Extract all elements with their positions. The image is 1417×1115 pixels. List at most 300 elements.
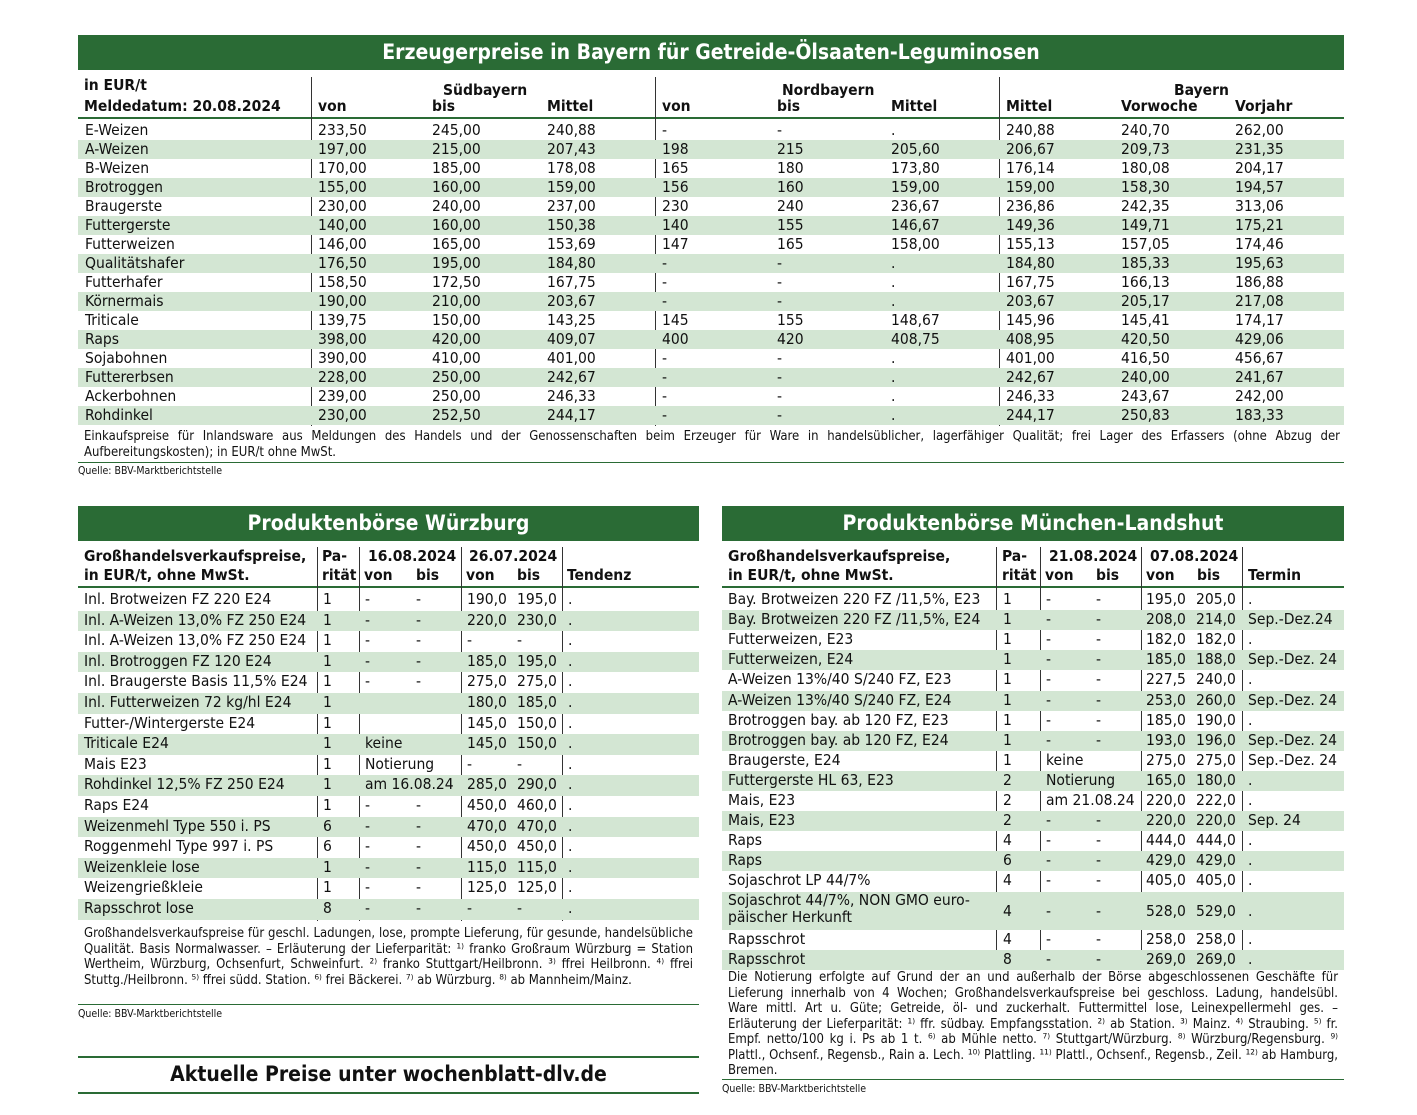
product-name: Braugerste	[85, 197, 163, 215]
paritaet-head: Pa-	[322, 547, 347, 565]
previous-von: 182,0	[1146, 630, 1186, 649]
col-bis: bis	[777, 97, 801, 115]
bayern-mittel: 184,80	[1006, 254, 1055, 272]
sued-mittel: 153,69	[547, 235, 596, 253]
table-row	[78, 796, 699, 817]
table-row	[722, 771, 1344, 791]
product-name: Inl. A-Weizen 13,0% FZ 250 E24	[84, 631, 307, 650]
product-name: Sojabohnen	[85, 349, 168, 367]
nord-mittel: .	[891, 254, 896, 272]
sued-mittel: 203,67	[547, 292, 596, 310]
table-row	[78, 330, 1344, 349]
previous-von: 208,0	[1146, 610, 1186, 629]
previous-bis: 188,0	[1196, 650, 1236, 669]
tendenz: .	[568, 693, 573, 711]
sued-bis: 215,00	[432, 140, 481, 158]
current-bis: -	[1096, 901, 1102, 920]
nord-bis: -	[777, 292, 783, 310]
col-von: von	[318, 97, 347, 115]
date-current: 16.08.2024	[368, 547, 457, 565]
col-bis: bis	[1197, 566, 1221, 584]
current-bis: -	[1096, 630, 1102, 649]
product-name: Futtererbsen	[85, 368, 174, 386]
footnote-rule	[78, 462, 1344, 463]
product-name: Brotroggen bay. ab 120 FZ, E24	[728, 730, 949, 749]
bayern-source: Quelle: BBV-Marktberichtstelle	[78, 465, 223, 477]
table-row	[78, 817, 699, 838]
table-row	[78, 611, 699, 632]
muenchen-title-banner: Produktenbörse München-Landshut	[722, 506, 1344, 541]
previous-von: 193,0	[1146, 730, 1186, 749]
previous-bis: 195,0	[517, 590, 557, 608]
sued-mittel: 159,00	[547, 178, 596, 196]
bayern-vorjahr: 186,88	[1235, 273, 1284, 291]
current-von: -	[365, 796, 371, 814]
col-vorwoche: Vorwoche	[1121, 97, 1198, 115]
previous-bis: 529,0	[1196, 901, 1236, 920]
nord-von: -	[662, 349, 668, 367]
tendenz: .	[568, 631, 573, 650]
current-von: -	[365, 631, 371, 650]
current-bis: -	[416, 857, 422, 876]
tendenz: .	[568, 878, 573, 897]
bayern-mittel: 246,33	[1006, 387, 1055, 405]
paritaet: 1	[1003, 670, 1012, 689]
sued-mittel: 178,08	[547, 159, 596, 177]
current-bis: -	[1096, 871, 1102, 890]
nord-von: 165	[662, 159, 689, 177]
sued-von: 230,00	[318, 197, 367, 215]
product-name: Mais E23	[84, 754, 147, 773]
table-row	[78, 349, 1344, 368]
current-von: -	[1046, 811, 1052, 830]
paritaet: 1	[1003, 630, 1012, 649]
nord-mittel: 146,67	[891, 216, 940, 234]
table-row	[78, 775, 699, 796]
current-von: am 16.08.24	[365, 775, 454, 794]
bayern-footnote: Einkaufspreise für Inlandsware aus Meldungen des Handels und der Genossenschaften beim Erzeuger für Ware in handelsüblicher, lagerfähiger Qualität; frei Lager des Erfassers (ohne Abzug der Aufbereitungskosten); in EUR/t ohne MwSt.	[84, 429, 1340, 460]
bayern-mittel: 176,14	[1006, 159, 1055, 177]
bayern-vorjahr: 204,17	[1235, 159, 1284, 177]
sued-bis: 250,00	[432, 387, 481, 405]
table-row	[78, 178, 1344, 197]
product-name: Körnermais	[85, 292, 164, 310]
paritaet-head: rität	[1002, 566, 1037, 584]
nord-von: -	[662, 121, 668, 139]
table-row	[722, 650, 1344, 670]
sued-mittel: 237,00	[547, 197, 596, 215]
nord-mittel: .	[891, 273, 896, 291]
tendenz: .	[568, 713, 573, 732]
table-row	[722, 851, 1344, 871]
nord-bis: -	[777, 368, 783, 386]
nord-von: 147	[662, 235, 689, 253]
termin: .	[1248, 929, 1253, 948]
current-bis: -	[1096, 710, 1102, 729]
previous-bis: 182,0	[1196, 630, 1236, 649]
termin: .	[1248, 851, 1253, 870]
paritaet: 1	[323, 672, 332, 691]
bayern-vorjahr: 175,21	[1235, 216, 1284, 234]
paritaet: 4	[1003, 901, 1012, 920]
bayern-mittel: 242,67	[1006, 368, 1055, 386]
sued-von: 146,00	[318, 235, 367, 253]
previous-von: 195,0	[1146, 590, 1186, 608]
bayern-vorjahr: 231,35	[1235, 140, 1284, 158]
sued-bis: 172,50	[432, 273, 481, 291]
table-row	[78, 159, 1344, 178]
previous-bis: 290,0	[517, 775, 557, 794]
footnote-rule	[722, 1079, 1344, 1080]
table-row	[78, 368, 1344, 387]
product-name: Futterweizen, E23	[728, 630, 854, 649]
bayern-vorjahr: 429,06	[1235, 330, 1284, 348]
bayern-vorwoche: 240,00	[1121, 368, 1170, 386]
previous-bis: 205,0	[1196, 590, 1236, 608]
sued-bis: 420,00	[432, 330, 481, 348]
product-name: A-Weizen 13%/40 S/240 FZ, E23	[728, 670, 952, 689]
previous-bis: 150,0	[517, 713, 557, 732]
paritaet: 6	[323, 837, 332, 856]
tendenz: .	[568, 610, 573, 629]
bayern-mittel: 159,00	[1006, 178, 1055, 196]
termin: .	[1248, 901, 1253, 920]
product-name: Raps E24	[84, 796, 149, 814]
previous-bis: 275,0	[1196, 750, 1236, 769]
previous-bis: 220,0	[1196, 811, 1236, 830]
sued-bis: 185,00	[432, 159, 481, 177]
paritaet: 1	[323, 713, 332, 732]
nord-von: 400	[662, 330, 689, 348]
previous-von: 444,0	[1146, 831, 1186, 850]
group-nordbayern: Nordbayern	[782, 81, 875, 99]
previous-von: 145,0	[467, 713, 507, 732]
previous-von: 429,0	[1146, 851, 1186, 870]
product-name: Futtergerste HL 63, E23	[728, 770, 894, 789]
nord-mittel: 408,75	[891, 330, 940, 348]
date-current: 21.08.2024	[1049, 547, 1138, 565]
bayern-vorwoche: 149,71	[1121, 216, 1170, 234]
nord-mittel: .	[891, 406, 896, 424]
previous-bis: 240,0	[1196, 670, 1236, 689]
table-row	[78, 734, 699, 755]
paritaet: 1	[323, 693, 332, 711]
table-row	[78, 235, 1344, 254]
header-rule	[78, 117, 1344, 119]
paritaet: 2	[1003, 811, 1012, 830]
current-bis: -	[416, 837, 422, 856]
previous-von: 450,0	[467, 837, 507, 856]
nord-von: 145	[662, 311, 689, 329]
bayern-vorjahr: 174,17	[1235, 311, 1284, 329]
termin: .	[1248, 770, 1253, 789]
previous-von: 220,0	[467, 610, 507, 629]
previous-von: 253,0	[1146, 690, 1186, 709]
sued-mittel: 143,25	[547, 311, 596, 329]
current-bis: -	[416, 796, 422, 814]
product-name: Rapsschrot lose	[84, 899, 194, 917]
previous-von: 185,0	[1146, 710, 1186, 729]
previous-bis: -	[517, 899, 523, 917]
bayern-vorwoche: 158,30	[1121, 178, 1170, 196]
table-row	[722, 711, 1344, 731]
current-bis: -	[416, 816, 422, 835]
nord-mittel: 159,00	[891, 178, 940, 196]
product-name: Inl. A-Weizen 13,0% FZ 250 E24	[84, 610, 307, 629]
table-row	[722, 691, 1344, 711]
paritaet: 1	[1003, 710, 1012, 729]
current-bis: -	[1096, 851, 1102, 870]
current-von: -	[365, 651, 371, 670]
table-row	[78, 693, 699, 714]
previous-von: 190,0	[467, 590, 507, 608]
muenchen-footnote: Die Notierung erfolgte auf Grund der an und außerhalb der Börse abgeschlossenen Geschäfte für Lieferung innerhalb von 4 Wochen; Großhandelsverkaufspreise bei geschloss. Ladung, handelsübl. Ware mittl. Art u. Güte; Getreide, öl- und zuckerhalt. Futtermittel lose, Leinexpellermehl ges. – Erläuterung der Lieferparität: ¹⁾ ffr. südbay. Empfangsstation. ²⁾ ab Station. ³⁾ Mainz. ⁴⁾ Straubing. ⁵⁾ fr. Empf. netto/100 kg i. Ps ab 1 t. ⁶⁾ ab Mühle netto. ⁷⁾ Stuttgart/Würzburg. ⁸⁾ Würzburg/Regensburg. ⁹⁾ Plattl., Ochsenf., Regensb., Rain a. Lech. ¹⁰⁾ Plattling. ¹¹⁾ Plattl., Ochsenf., Regensb., Zeil. ¹²⁾ ab Hamburg, Bremen.	[728, 970, 1338, 1078]
tendenz: .	[568, 899, 573, 917]
table-row	[722, 751, 1344, 771]
previous-von: 145,0	[467, 734, 507, 753]
paritaet: 1	[323, 610, 332, 629]
paritaet: 1	[323, 754, 332, 773]
tendenz: .	[568, 734, 573, 753]
previous-bis: 269,0	[1196, 949, 1236, 968]
previous-bis: 258,0	[1196, 929, 1236, 948]
paritaet: 2	[1003, 791, 1012, 809]
current-bis: -	[416, 610, 422, 629]
product-name: Weizengrießkleie	[84, 878, 203, 897]
nord-von: -	[662, 406, 668, 424]
col-termin: Termin	[1248, 566, 1302, 584]
sued-von: 139,75	[318, 311, 367, 329]
table-row	[78, 140, 1344, 159]
table-row	[78, 406, 1344, 425]
sued-von: 155,00	[318, 178, 367, 196]
paritaet: 1	[323, 734, 332, 753]
previous-von: 269,0	[1146, 949, 1186, 968]
table-row	[78, 216, 1344, 235]
previous-von: -	[467, 754, 473, 773]
bayern-vorjahr: 242,00	[1235, 387, 1284, 405]
current-von: -	[365, 837, 371, 856]
previous-bis: 150,0	[517, 734, 557, 753]
col-mittel: Mittel	[547, 97, 594, 115]
current-von: -	[1046, 831, 1052, 850]
product-name: Rapsschrot	[728, 929, 806, 948]
current-von: am 21.08.24	[1046, 791, 1135, 809]
muenchen-head-2: in EUR/t, ohne MwSt.	[728, 566, 894, 584]
previous-von: -	[467, 899, 473, 917]
current-von: -	[1046, 590, 1052, 608]
bayern-vorwoche: 205,17	[1121, 292, 1170, 310]
current-bis: -	[1096, 650, 1102, 669]
muenchen-source: Quelle: BBV-Marktberichtstelle	[722, 1083, 867, 1095]
wuerzburg-head-1: Großhandelsverkaufspreise,	[84, 547, 307, 565]
current-von: -	[1046, 710, 1052, 729]
tendenz: .	[568, 651, 573, 670]
previous-von: 450,0	[467, 796, 507, 814]
previous-bis: 125,0	[517, 878, 557, 897]
termin: .	[1248, 710, 1253, 729]
tendenz: .	[568, 775, 573, 794]
table-row	[78, 755, 699, 776]
previous-bis: -	[517, 631, 523, 650]
product-name: Qualitätshafer	[85, 254, 185, 272]
previous-bis: 195,0	[517, 651, 557, 670]
sued-mittel: 242,67	[547, 368, 596, 386]
product-name: Sojaschrot 44/7%, NON GMO euro- päischer Herkunft	[728, 890, 970, 926]
table-row	[722, 811, 1344, 831]
termin: Sep.-Dez. 24	[1248, 690, 1337, 709]
bayern-mittel: 149,36	[1006, 216, 1055, 234]
table-row	[78, 311, 1344, 330]
current-von: keine	[365, 734, 403, 753]
bayern-vorjahr: 194,57	[1235, 178, 1284, 196]
nord-von: -	[662, 254, 668, 272]
wuerzburg-head-2: in EUR/t, ohne MwSt.	[84, 566, 250, 584]
sued-von: 197,00	[318, 140, 367, 158]
current-von: -	[365, 857, 371, 876]
sued-von: 233,50	[318, 121, 367, 139]
product-name: Futterweizen	[85, 235, 175, 253]
sued-mittel: 246,33	[547, 387, 596, 405]
col-vorjahr: Vorjahr	[1235, 97, 1293, 115]
sued-mittel: 401,00	[547, 349, 596, 367]
table-row	[722, 871, 1344, 891]
nord-bis: 155	[777, 216, 804, 234]
sued-mittel: 244,17	[547, 406, 596, 424]
product-name: Inl. Braugerste Basis 11,5% E24	[84, 672, 308, 691]
current-bis: -	[1096, 831, 1102, 850]
current-von: -	[365, 899, 371, 917]
bayern-vorwoche: 416,50	[1121, 349, 1170, 367]
table-row	[78, 590, 699, 611]
paritaet: 4	[1003, 929, 1012, 948]
sued-mittel: 150,38	[547, 216, 596, 234]
sued-bis: 245,00	[432, 121, 481, 139]
previous-bis: 115,0	[517, 857, 557, 876]
product-name: Futterhafer	[85, 273, 163, 291]
previous-von: 528,0	[1146, 901, 1186, 920]
bayern-title-banner: Erzeugerpreise in Bayern für Getreide-Ölsaaten-Leguminosen	[78, 35, 1344, 70]
table-row	[722, 670, 1344, 690]
sued-von: 239,00	[318, 387, 367, 405]
paritaet: 1	[1003, 610, 1012, 629]
termin: Sep. 24	[1248, 811, 1301, 830]
current-von: -	[365, 878, 371, 897]
paritaet: 1	[1003, 690, 1012, 709]
current-bis: -	[1096, 690, 1102, 709]
paritaet: 1	[1003, 650, 1012, 669]
current-von: -	[1046, 630, 1052, 649]
bayern-vorjahr: 183,33	[1235, 406, 1284, 424]
paritaet: 8	[323, 899, 332, 917]
termin: .	[1248, 670, 1253, 689]
product-name: Inl. Futterweizen 72 kg/hl E24	[84, 693, 292, 711]
bayern-vorwoche: 157,05	[1121, 235, 1170, 253]
previous-bis: -	[517, 754, 523, 773]
current-von: -	[1046, 871, 1052, 890]
product-name: Raps	[728, 851, 763, 870]
previous-bis: 214,0	[1196, 610, 1236, 629]
nord-mittel: 173,80	[891, 159, 940, 177]
nord-bis: -	[777, 387, 783, 405]
previous-bis: 460,0	[517, 796, 557, 814]
sued-von: 140,00	[318, 216, 367, 234]
nord-bis: 180	[777, 159, 804, 177]
bayern-vorwoche: 242,35	[1121, 197, 1170, 215]
current-von: -	[1046, 901, 1052, 920]
current-von: -	[1046, 929, 1052, 948]
product-name: Futter-/Wintergerste E24	[84, 713, 256, 732]
bayern-mittel: 401,00	[1006, 349, 1055, 367]
product-name: Bay. Brotweizen 220 FZ /11,5%, E23	[728, 590, 981, 608]
footnote-rule	[78, 1004, 699, 1005]
previous-von: 220,0	[1146, 791, 1186, 809]
bayern-mittel: 203,67	[1006, 292, 1055, 310]
current-von: -	[1046, 670, 1052, 689]
table-row	[78, 878, 699, 899]
termin: .	[1248, 831, 1253, 850]
product-name: Mais, E23	[728, 791, 796, 809]
paritaet-head: Pa-	[1002, 547, 1027, 565]
website-link[interactable]: Aktuelle Preise unter wochenblatt-dlv.de	[170, 1062, 607, 1086]
table-row	[722, 930, 1344, 950]
nord-bis: 240	[777, 197, 804, 215]
sued-bis: 252,50	[432, 406, 481, 424]
previous-von: 275,0	[1146, 750, 1186, 769]
current-von: -	[1046, 690, 1052, 709]
product-name: A-Weizen	[85, 140, 149, 158]
col-bis: bis	[1096, 566, 1120, 584]
previous-bis: 196,0	[1196, 730, 1236, 749]
tendenz: .	[568, 837, 573, 856]
product-name: E-Weizen	[85, 121, 149, 139]
table-row	[722, 630, 1344, 650]
nord-mittel: 236,67	[891, 197, 940, 215]
paritaet: 1	[323, 796, 332, 814]
date-previous: 07.08.2024	[1150, 547, 1239, 565]
product-name: Raps	[85, 330, 120, 348]
product-name: Brotroggen	[85, 178, 163, 196]
col-bis: bis	[517, 566, 541, 584]
wuerzburg-source: Quelle: BBV-Marktberichtstelle	[78, 1008, 223, 1020]
sued-mittel: 167,75	[547, 273, 596, 291]
paritaet: 6	[1003, 851, 1012, 870]
group-suedbayern: Südbayern	[443, 81, 528, 99]
product-name: Mais, E23	[728, 811, 796, 830]
col-von: von	[1045, 566, 1074, 584]
sued-bis: 150,00	[432, 311, 481, 329]
bayern-vorwoche: 243,67	[1121, 387, 1170, 405]
tendenz: .	[568, 754, 573, 773]
previous-von: 115,0	[467, 857, 507, 876]
sued-mittel: 184,80	[547, 254, 596, 272]
current-bis: -	[1096, 929, 1102, 948]
sued-mittel: 409,07	[547, 330, 596, 348]
nord-von: -	[662, 368, 668, 386]
product-name: B-Weizen	[85, 159, 150, 177]
nord-bis: -	[777, 121, 783, 139]
product-name: Roggenmehl Type 997 i. PS	[84, 837, 274, 856]
bayern-mittel: 167,75	[1006, 273, 1055, 291]
col-bis: bis	[432, 97, 456, 115]
table-row	[78, 652, 699, 673]
current-von: -	[365, 590, 371, 608]
col-tendenz: Tendenz	[567, 566, 632, 584]
sued-bis: 160,00	[432, 216, 481, 234]
nord-bis: 420	[777, 330, 804, 348]
previous-bis: 429,0	[1196, 851, 1236, 870]
current-von: -	[365, 610, 371, 629]
